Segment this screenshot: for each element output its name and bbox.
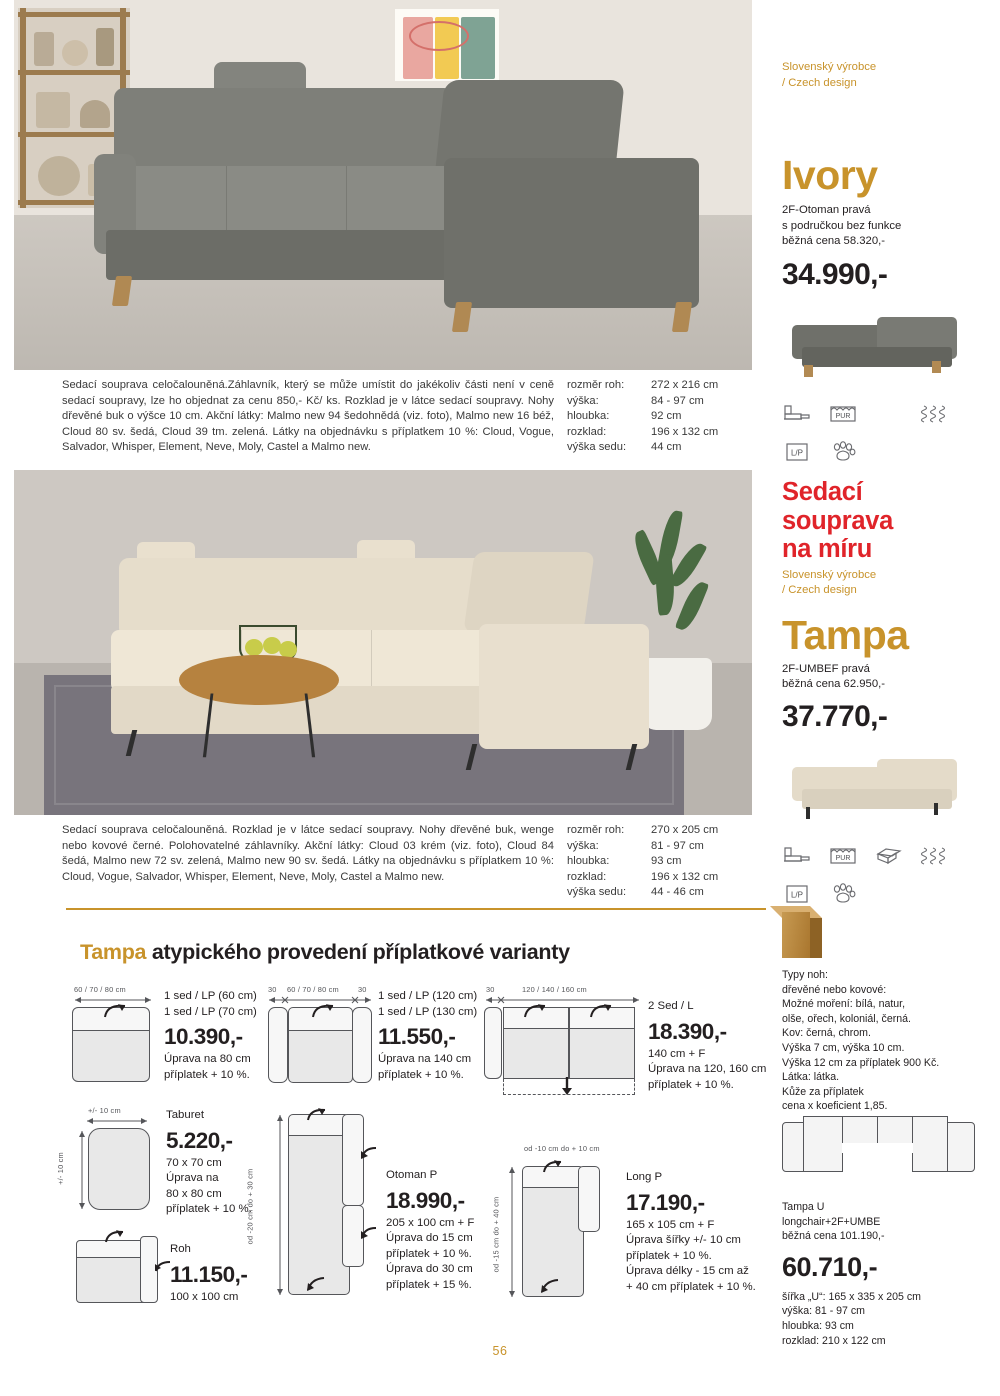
legs-line: olše, ořech, koloniál, černá. — [782, 1012, 911, 1025]
variant-note-2: příplatek + 10 %. — [378, 1068, 464, 1081]
spec-block-ivory — [62, 378, 762, 456]
variant-note-5: příplatek + 15 %. — [386, 1278, 472, 1291]
variant-dim-left: 30 — [486, 985, 495, 994]
pur-foam-icon — [828, 845, 858, 869]
legs-line: Výška 7 cm, výška 10 cm. — [782, 1041, 905, 1054]
product-description-tampa: Sedací souprava celočalouněná. Rozklad je v látce sedací soupravy. Nohy dřevěné buk, wenge nebo kovové černé. Polohovatelné záhlavníky. Akční látky: Cloud 03 krém (viz. foto), Cloud 84 šedá, Malmo new 72 sv. zelená, Malmo new 90 sv. šedá. Látky na objednávku s příplatkem 10 %: Cloud, Vogue, Salvador, Whisper, Element, Neve, Moly, Castel a Malmo new. — [62, 824, 554, 883]
variant-label: 1 sed / LP (120 cm) — [378, 990, 478, 1002]
brand-title-ivory: Ivory — [782, 152, 878, 198]
legs-info-block — [782, 906, 997, 1114]
variant-note-2: Úprava na 120, 160 cm — [648, 1063, 767, 1076]
spec-row — [567, 378, 718, 394]
variant-card-long-p — [491, 1144, 756, 1308]
spec-row — [567, 425, 718, 441]
recliner-icon — [782, 403, 812, 427]
variant-card-roh — [66, 1226, 266, 1306]
spec-key: výška sedu: — [567, 441, 627, 454]
pet-paw-icon — [828, 883, 858, 907]
tampa-u-price: 60.710,- — [782, 1251, 878, 1282]
variant-note-3: 80 x 80 cm — [166, 1187, 222, 1200]
variant-note: 100 x 100 cm — [170, 1290, 239, 1303]
spec-key: hloubka: — [567, 855, 610, 868]
sofa-ivory-grey — [84, 70, 724, 335]
spacer-icon — [874, 403, 904, 427]
tampa-u-name: Tampa U longchair+2F+UMBE běžná cena 101.190,- — [782, 1201, 885, 1243]
tampa-u-spec-line: rozklad: 210 x 122 cm — [782, 1334, 886, 1347]
variant-price: 18.990,- — [386, 1187, 465, 1213]
variant-card-2sed-l — [484, 985, 767, 1095]
spec-row — [567, 870, 718, 886]
variant-dim-top: 120 / 140 / 160 cm — [522, 985, 587, 994]
spec-key: rozměr roh: — [567, 379, 625, 391]
variant-label-2: 1 sed / LP (130 cm) — [378, 1005, 478, 1018]
spec-key: rozklad: — [567, 425, 607, 438]
variant-note-3: příplatek + 10 %. — [626, 1249, 712, 1262]
spec-table-ivory — [567, 378, 718, 456]
variant-price: 18.390,- — [648, 1018, 727, 1044]
spec-value: 270 x 205 cm — [651, 824, 719, 836]
spec-table-tampa — [567, 823, 718, 901]
spec-row — [567, 823, 718, 839]
legs-line: dřevěné nebo kovové: — [782, 983, 887, 996]
sofa-tampa-beige — [89, 548, 649, 768]
variant-note-2: Úprava na — [166, 1172, 219, 1185]
variant-dim-top: od -10 cm do + 10 cm — [524, 1144, 600, 1153]
product-thumbnail-ivory — [782, 311, 962, 381]
product-photo-ivory — [14, 0, 752, 370]
variant-card-taburet — [55, 1106, 266, 1218]
tampa-u-block — [782, 1108, 997, 1348]
section-divider — [66, 908, 766, 910]
variant-dim-top: 60 / 70 / 80 cm — [287, 985, 339, 994]
variant-label: 2 Sed / L — [648, 1000, 694, 1012]
variant-dim-side: od -20 cm do + 30 cm — [245, 1168, 255, 1245]
tampa-u-diagram — [782, 1108, 982, 1186]
variant-price: 11.550,- — [378, 1024, 456, 1050]
spec-value: 196 x 132 cm — [651, 870, 719, 883]
variant-label-2: 1 sed / LP (70 cm) — [164, 1005, 257, 1018]
lp-side-icon — [782, 883, 812, 907]
tampa-u-spec-line: šířka „U“: 165 x 335 x 205 cm — [782, 1290, 921, 1303]
product-thumbnail-tampa — [782, 753, 962, 823]
spec-row — [567, 394, 718, 410]
pur-foam-icon — [828, 403, 858, 427]
spec-value: 44 - 46 cm — [651, 886, 704, 899]
price-ivory: 34.990,- — [782, 257, 888, 291]
variant-note: 165 x 105 cm + F — [626, 1218, 715, 1231]
variant-note: 205 x 100 cm + F — [386, 1216, 475, 1229]
spec-row — [567, 854, 718, 870]
legs-line: Látka: látka. — [782, 1071, 840, 1084]
variant-price: 10.390,- — [164, 1024, 243, 1050]
headline-custom-sofa: Sedací souprava na míru — [782, 478, 893, 563]
variant-note-4: Úprava délky - 15 cm až — [626, 1265, 749, 1278]
variant-note-4: příplatek + 10 %. — [166, 1203, 252, 1216]
variant-note-2: Úprava šířky +/- 10 cm — [626, 1234, 741, 1247]
spec-key: výška: — [567, 394, 599, 407]
brand-title-tampa: Tampa — [782, 611, 909, 658]
legs-text: Typy noh: dřevěné nebo kovové: Možné moření: bílá, natur, olše, ořech, koloniál, černá. Kov: černá, chrom. Výška 7 cm, výška 10 cm. Výška 12 cm za příplatek 900 Kč. Látka: látka. Kůže za příplatek cena x koeficient 1,85. — [782, 968, 997, 1114]
spec-key: rozměr roh: — [567, 824, 625, 836]
lp-side-icon — [782, 441, 812, 465]
storage-box-icon — [874, 845, 904, 869]
legs-line: Kov: černá, chrom. — [782, 1027, 871, 1040]
product-photo-tampa — [14, 470, 752, 815]
variant-card-otoman-p — [245, 1106, 497, 1306]
spec-row — [567, 440, 718, 456]
variant-note: Úprava na 80 cm — [164, 1053, 251, 1066]
variant-card-1sed-lp-120-130 — [266, 985, 491, 1085]
legs-line: Výška 12 cm za příplatek 900 Kč. — [782, 1056, 940, 1069]
spec-row — [567, 839, 718, 855]
spec-value: 81 - 97 cm — [651, 839, 704, 852]
product-subtitle-ivory: 2F-Otoman pravá s područkou bez funkce běžná cena 58.320,- — [782, 204, 902, 247]
spec-value: 92 cm — [651, 410, 682, 423]
variant-note-2: Úprava do 15 cm — [386, 1232, 473, 1245]
spec-value: 44 cm — [651, 441, 682, 454]
spec-value: 93 cm — [651, 855, 682, 868]
variant-label: 1 sed / LP (60 cm) — [164, 990, 257, 1002]
product-panel-tampa — [782, 478, 997, 907]
variants-title: Tampa atypického provedení příplatkové varianty — [80, 940, 570, 964]
spec-key: rozklad: — [567, 870, 607, 883]
spring-icon — [920, 845, 950, 869]
pet-paw-icon — [828, 441, 858, 465]
spec-key: výška sedu: — [567, 886, 627, 899]
spring-icon — [920, 403, 950, 427]
variant-note-2: příplatek + 10 %. — [164, 1068, 250, 1081]
spec-value: 84 - 97 cm — [651, 394, 704, 407]
wooden-leg-sample-icon — [782, 906, 826, 958]
page-number: 56 — [492, 1344, 508, 1358]
variant-note-3: příplatek + 10 %. — [386, 1247, 472, 1260]
variant-price: 17.190,- — [626, 1189, 705, 1215]
variant-note-5: + 40 cm příplatek + 10 %. — [626, 1280, 756, 1293]
variant-label: Roh — [170, 1243, 191, 1255]
tampa-u-spec-line: hloubka: 93 cm — [782, 1319, 854, 1332]
spec-row — [567, 885, 718, 901]
variant-note: Úprava na 140 cm — [378, 1053, 472, 1066]
spec-key: výška: — [567, 839, 599, 852]
variant-label: Long P — [626, 1171, 663, 1183]
svg-text:PUR: PUR — [835, 854, 851, 862]
tampa-u-spec-line: výška: 81 - 97 cm — [782, 1305, 866, 1318]
spec-value: 196 x 132 cm — [651, 425, 719, 438]
variant-dim-right: 30 — [358, 985, 367, 994]
variant-dim-side: od -15 cm do + 40 cm — [491, 1196, 501, 1273]
spec-row — [567, 409, 718, 425]
variant-price: 5.220,- — [166, 1127, 233, 1153]
product-subtitle-tampa: 2F-UMBEF pravá běžná cena 62.950,- — [782, 662, 886, 690]
spec-key: hloubka: — [567, 410, 610, 423]
legs-line: Možné moření: bílá, natur, — [782, 998, 906, 1011]
recliner-icon — [782, 845, 812, 869]
variants-section — [14, 908, 767, 1378]
price-tampa: 37.770,- — [782, 699, 888, 733]
variant-dim-top: 60 / 70 / 80 cm — [74, 985, 126, 994]
product-panel-ivory — [782, 60, 997, 465]
variant-price: 11.150,- — [170, 1261, 248, 1287]
svg-text:PUR: PUR — [835, 412, 851, 420]
variant-card-1sed-lp-60-70 — [66, 985, 276, 1085]
variant-dim-side: +/- 10 cm — [55, 1152, 65, 1185]
origin-text-tampa: Slovenský výrobce / Czech design — [782, 568, 877, 596]
feature-icons-tampa — [782, 845, 972, 907]
legs-line: Kůže za příplatek — [782, 1085, 864, 1098]
tampa-u-specs — [782, 1290, 997, 1348]
feature-icons-ivory — [782, 403, 972, 465]
variant-note: 70 x 70 cm — [166, 1156, 222, 1169]
spec-value: 272 x 216 cm — [651, 379, 719, 391]
product-description-ivory: Sedací souprava celočalouněná.Záhlavník, který se může umístit do jakékoliv části není v ceně sedací soupravy, lze ho objednat za cenu 850,- Kč/ ks. Rozklad je v látce sedací soupravy. Nohy dřevěné buk o výšce 10 cm. Akční látky: Malmo new 94 šedohnědá (viz. foto), Malmo new 16 béž, Cloud 80 sv. šedá, Cloud 39 tm. zelená. Látky na objednávku s příplatkem 10 %: Cloud, Vogue, Salvador, Whisper, Element, Neve, Moly, Castel a Malmo new. — [62, 379, 554, 454]
variant-label: Otoman P — [386, 1169, 438, 1181]
svg-text:L/P: L/P — [790, 448, 804, 457]
origin-text-ivory: Slovenský výrobce / Czech design — [782, 61, 877, 89]
svg-text:L/P: L/P — [790, 890, 804, 899]
variant-note-4: Úprava do 30 cm — [386, 1263, 473, 1276]
spec-block-tampa — [62, 823, 762, 899]
legs-line: cena x koeficient 1,85. — [782, 1100, 888, 1113]
variant-note-3: příplatek + 10 %. — [648, 1078, 734, 1091]
variant-label: Taburet — [166, 1109, 204, 1121]
decor-coffee-table — [179, 655, 339, 755]
variant-dim-top: +/- 10 cm — [88, 1106, 121, 1115]
variant-dim-left: 30 — [268, 985, 277, 994]
variant-note: 140 cm + F — [648, 1047, 706, 1060]
